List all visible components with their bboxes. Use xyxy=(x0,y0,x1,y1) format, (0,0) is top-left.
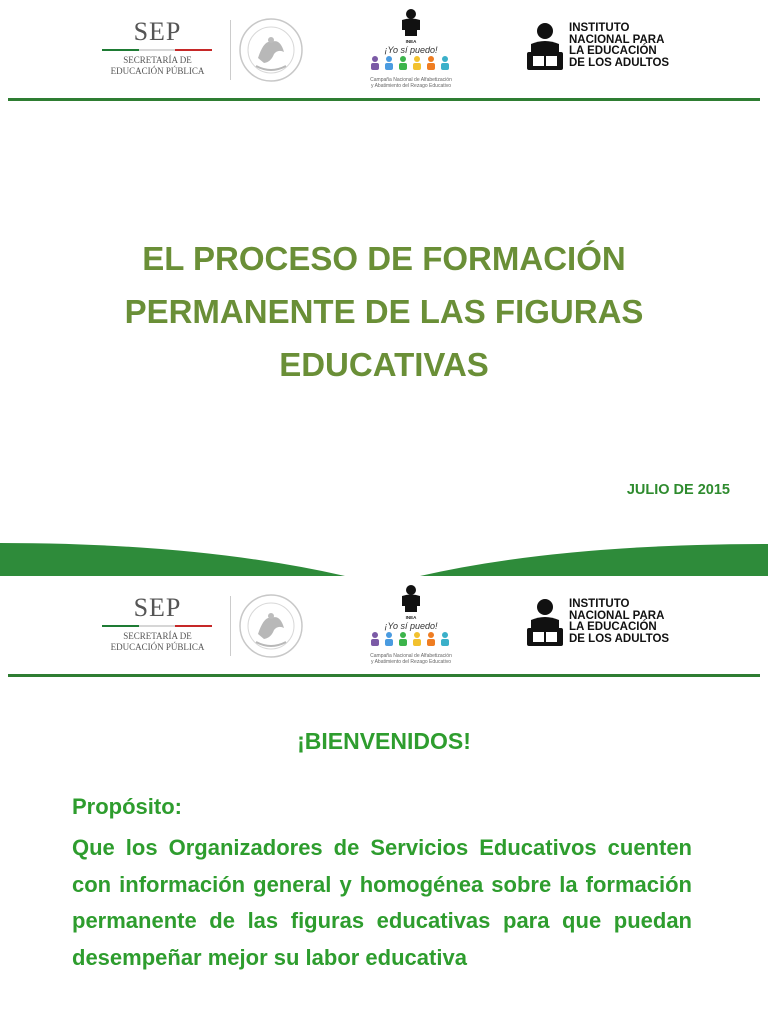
sep-logo xyxy=(100,594,215,656)
campaign-caption: Campaña Nacional de Alfabetización y Abatimiento del Rezago Educativo xyxy=(370,77,452,89)
inea-logo xyxy=(525,598,685,654)
inea-logo xyxy=(525,22,685,78)
svg-text:¡Yo sí puedo!: ¡Yo sí puedo! xyxy=(384,45,438,55)
header-rule xyxy=(8,98,760,101)
inea-name: INSTITUTO NACIONAL PARA LA EDUCACIÓN DE LOS ADULTOS xyxy=(569,22,670,69)
logo-header xyxy=(0,576,768,676)
welcome-heading: ¡BIENVENIDOS! xyxy=(297,728,471,754)
sep-name: SECRETARÍA DE EDUCACIÓN PÚBLICA xyxy=(110,55,205,76)
sep-abbr: SEP xyxy=(133,17,182,46)
purpose-text: Que los Organizadores de Servicios Educativos cuenten con información general y homogénea sobre la formación permanente de las figuras educativas para que puedan desempeñar mejor su labor educativa xyxy=(72,835,692,970)
sep-abbr: SEP xyxy=(133,593,182,622)
presentation-title: EL PROCESO DE FORMACIÓN PERMANENTE DE LAS FIGURAS EDUCATIVAS xyxy=(124,240,644,383)
green-swoosh xyxy=(0,530,768,576)
campaign-logo xyxy=(365,582,457,668)
logo-divider xyxy=(230,596,231,656)
campaign-people-icon xyxy=(365,6,457,76)
inea-name: INSTITUTO NACIONAL PARA LA EDUCACIÓN DE LOS ADULTOS xyxy=(569,598,670,645)
header-rule xyxy=(8,674,760,677)
presentation-date: JULIO DE 2015 xyxy=(626,482,730,498)
reader-icon xyxy=(525,598,567,654)
sep-name: SECRETARÍA DE EDUCACIÓN PÚBLICA xyxy=(110,631,205,652)
national-seal-icon xyxy=(238,16,304,84)
campaign-caption: Campaña Nacional de Alfabetización y Abatimiento del Rezago Educativo xyxy=(370,653,452,665)
sep-flag-bar xyxy=(102,625,212,627)
purpose-heading: Propósito: xyxy=(72,794,182,819)
logo-header xyxy=(0,0,768,100)
slide-welcome xyxy=(0,576,768,1024)
svg-text:INEA: INEA xyxy=(405,39,417,44)
sep-flag-bar xyxy=(102,49,212,51)
sep-logo xyxy=(100,18,215,80)
svg-text:INEA: INEA xyxy=(405,615,417,620)
svg-text:¡Yo sí puedo!: ¡Yo sí puedo! xyxy=(384,621,438,631)
campaign-people-icon xyxy=(365,582,457,652)
logo-divider xyxy=(230,20,231,80)
campaign-logo xyxy=(365,6,457,92)
reader-icon xyxy=(525,22,567,78)
national-seal-icon xyxy=(238,592,304,660)
